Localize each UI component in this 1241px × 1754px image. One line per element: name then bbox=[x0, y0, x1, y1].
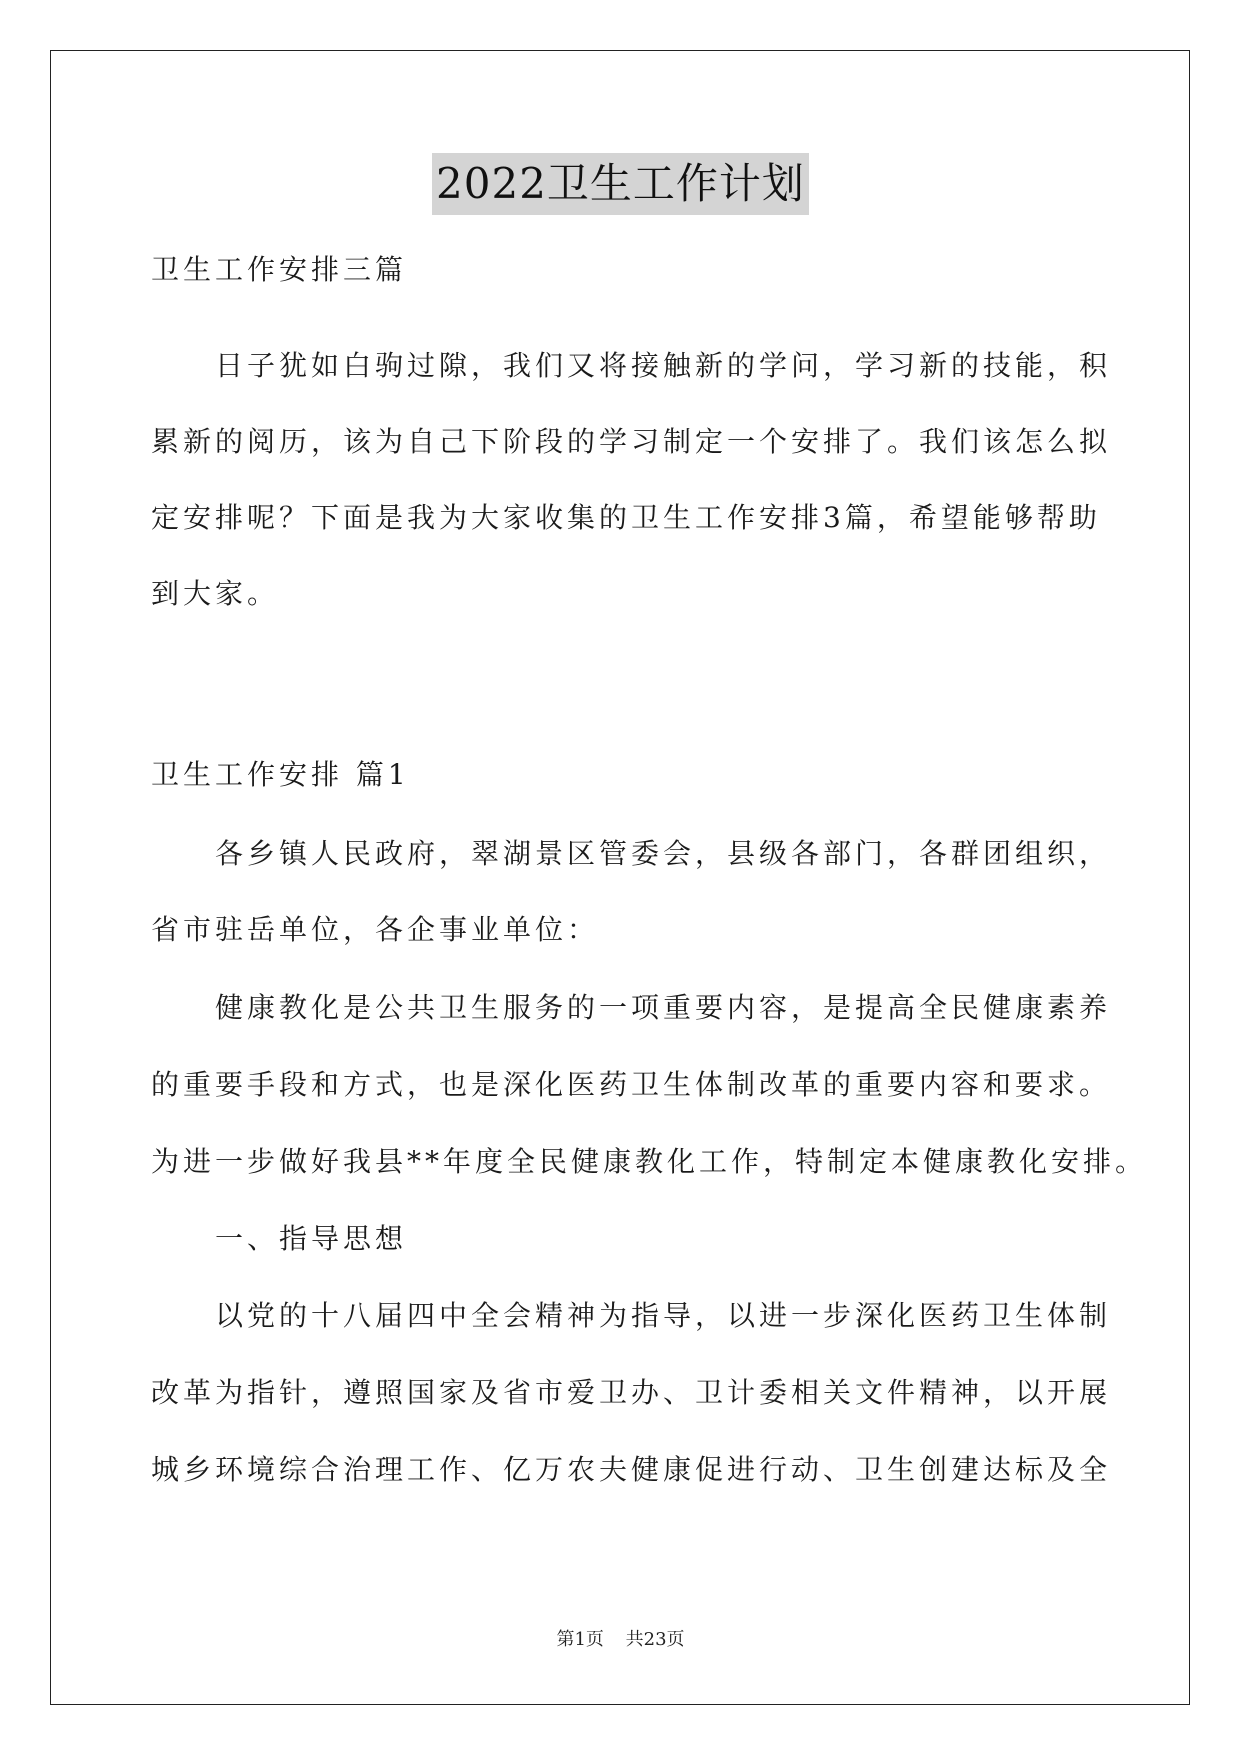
page-number: 第1页 bbox=[556, 1629, 604, 1650]
paragraph-line: 各乡镇人民政府，翠湖景区管委会，县级各部门，各群团组织， bbox=[215, 837, 1112, 870]
document-title: 2022卫生工作计划 bbox=[432, 153, 809, 215]
paragraph-line: 累新的阅历，该为自己下阶段的学习制定一个安排了。我们该怎么拟 bbox=[151, 425, 1112, 458]
paragraph-line: 以党的十八届四中全会精神为指导，以进一步深化医药卫生体制 bbox=[215, 1299, 1112, 1332]
subsection-heading: 一、指导思想 bbox=[215, 1222, 408, 1255]
section-heading: 卫生工作安排 篇1 bbox=[151, 758, 410, 791]
paragraph-line: 日子犹如白驹过隙，我们又将接触新的学问，学习新的技能，积 bbox=[215, 349, 1112, 382]
paragraph-line: 健康教化是公共卫生服务的一项重要内容，是提高全民健康素养 bbox=[215, 991, 1112, 1024]
page-total: 共23页 bbox=[625, 1629, 685, 1650]
paragraph-line: 到大家。 bbox=[151, 577, 280, 610]
paragraph-line: 定安排呢？下面是我为大家收集的卫生工作安排3篇，希望能够帮助 bbox=[151, 501, 1101, 534]
section-heading: 卫生工作安排三篇 bbox=[151, 253, 408, 286]
paragraph-line: 城乡环境综合治理工作、亿万农夫健康促进行动、卫生创建达标及全 bbox=[151, 1453, 1112, 1486]
paragraph-line: 为进一步做好我县**年度全民健康教化工作，特制定本健康教化安排。 bbox=[151, 1145, 1148, 1178]
paragraph-line: 的重要手段和方式，也是深化医药卫生体制改革的重要内容和要求。 bbox=[151, 1068, 1112, 1101]
page-footer bbox=[0, 1625, 1241, 1651]
paragraph-line: 改革为指针，遵照国家及省市爱卫办、卫计委相关文件精神，以开展 bbox=[151, 1376, 1112, 1409]
title-container bbox=[0, 153, 1241, 215]
paragraph-line: 省市驻岳单位，各企事业单位： bbox=[151, 913, 600, 946]
